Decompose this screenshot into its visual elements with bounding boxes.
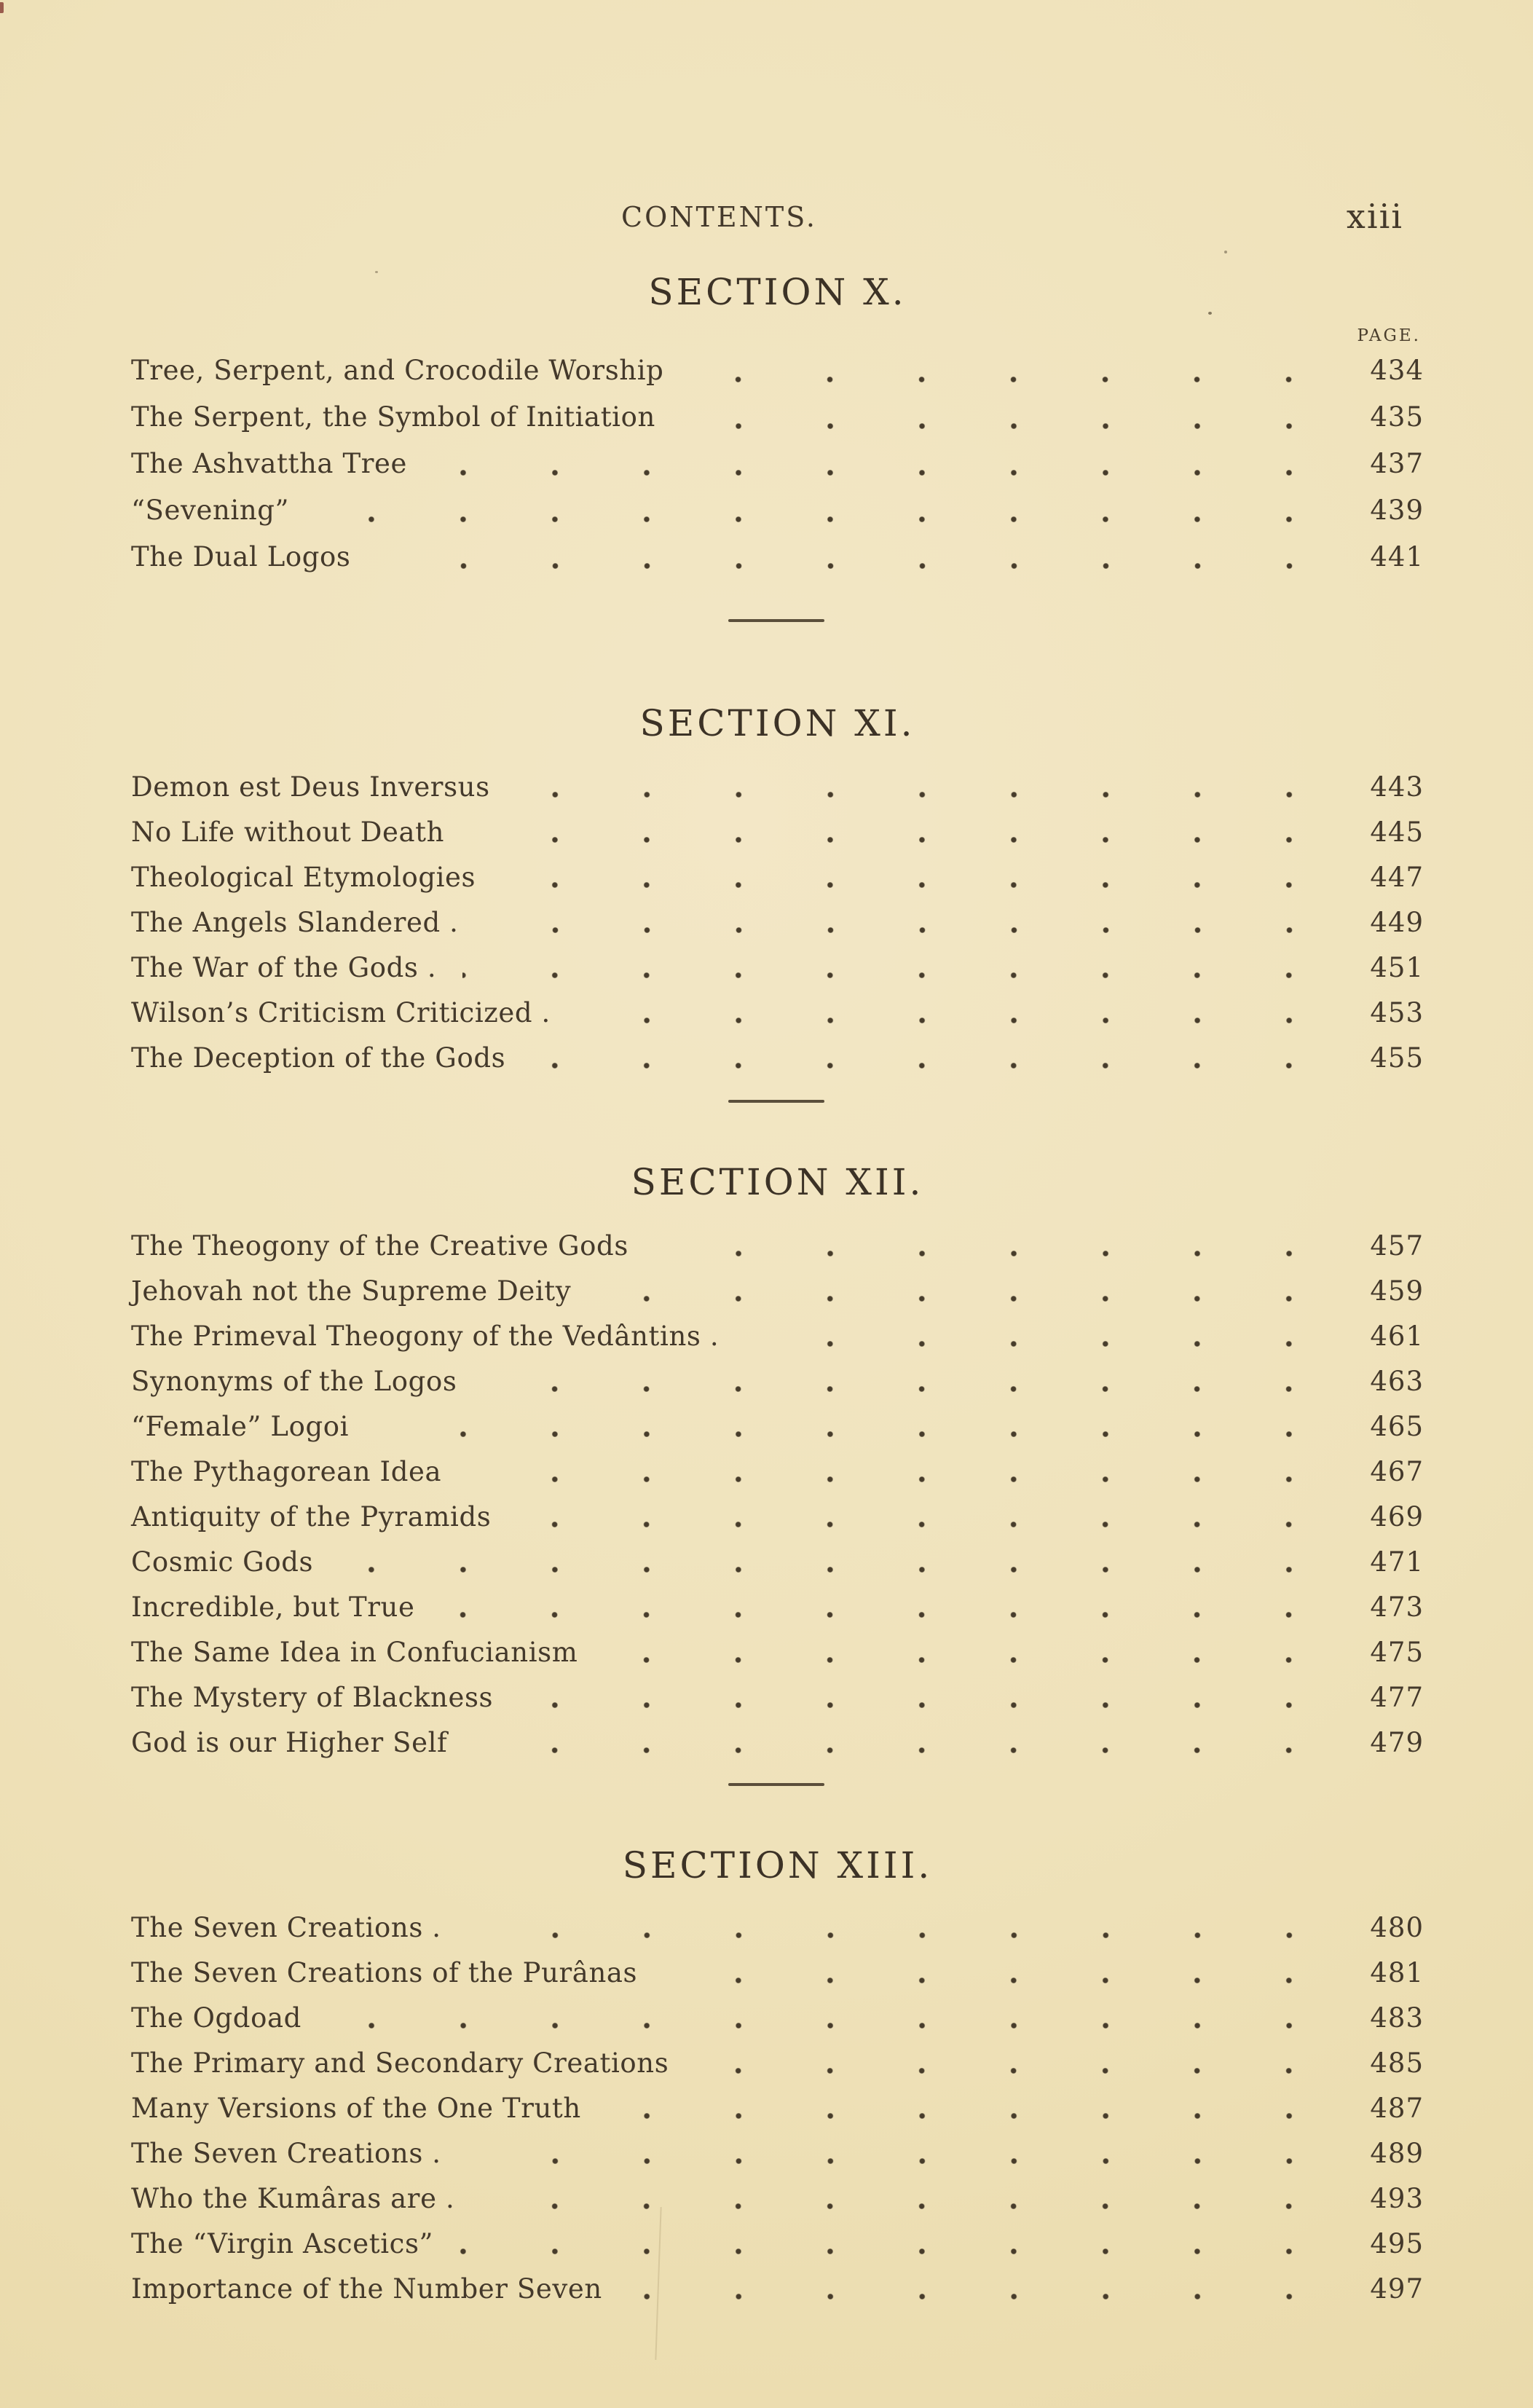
- dot-leader: [460, 2222, 1336, 2267]
- dot-leader: [473, 1720, 1336, 1766]
- toc-entry-page-number: 457: [1370, 1230, 1424, 1262]
- toc-entry-title: The Mystery of Blackness: [131, 1682, 494, 1713]
- toc-entry: [131, 1540, 1424, 1585]
- toc-entry-page-number: 485: [1370, 2047, 1424, 2079]
- section-divider-rule: [728, 619, 824, 622]
- page-column-label: PAGE.: [1357, 326, 1421, 345]
- dot-leader: [441, 1585, 1336, 1630]
- page-title: CONTENTS.: [621, 201, 817, 233]
- toc-entry: [131, 1359, 1424, 1404]
- toc-entry: [131, 1996, 1424, 2041]
- toc-entry: [131, 1036, 1424, 1081]
- toc-entry-title: “Female” Logoi: [131, 1411, 350, 1442]
- dot-leader: [339, 1540, 1336, 1585]
- dot-leader: [577, 991, 1336, 1036]
- dot-leader: [604, 1630, 1336, 1675]
- toc-entry-page-number: 453: [1370, 997, 1424, 1028]
- dot-leader: [377, 535, 1336, 581]
- toc-entry-title: The Angels Slandered .: [131, 907, 459, 938]
- toc-entry: [131, 1269, 1424, 1314]
- section-heading: SECTION X.: [648, 271, 907, 313]
- folio-page-number: xiii: [1346, 197, 1403, 236]
- toc-entry-title: The “Virgin Ascetics”: [131, 2228, 434, 2259]
- dot-leader: [433, 441, 1336, 488]
- toc-section: [131, 269, 1424, 622]
- toc-entry-title: Theological Etymologies: [131, 862, 476, 893]
- toc-rows: [131, 1224, 1424, 1766]
- toc-entry: [131, 1314, 1424, 1359]
- toc-entry: [131, 1951, 1424, 1996]
- toc-entry-page-number: 461: [1370, 1321, 1424, 1352]
- toc-entry: [131, 2131, 1424, 2176]
- dot-leader: [607, 2086, 1336, 2131]
- toc-entry: [131, 1905, 1424, 1951]
- toc-entry-title: The War of the Gods .: [131, 952, 437, 983]
- toc-entry-page-number: 449: [1370, 907, 1424, 938]
- toc-section: [131, 1160, 1424, 1786]
- toc-entry-page-number: 465: [1370, 1411, 1424, 1442]
- toc-section: [131, 1843, 1424, 2312]
- toc-entry-page-number: 495: [1370, 2228, 1424, 2259]
- dot-leader: [468, 2131, 1336, 2176]
- toc-entry-page-number: 493: [1370, 2183, 1424, 2214]
- toc-entry-page-number: 439: [1370, 495, 1424, 526]
- toc-entry-title: Wilson’s Criticism Criticized .: [131, 997, 551, 1028]
- toc-entry: [131, 1585, 1424, 1630]
- toc-entry-title: Synonyms of the Logos: [131, 1366, 457, 1397]
- toc-entry: [131, 441, 1424, 488]
- toc-entry-title: The Pythagorean Idea: [131, 1456, 442, 1487]
- section-heading: SECTION XI.: [639, 702, 915, 744]
- toc-entry-title: Tree, Serpent, and Crocodile Worship: [131, 355, 664, 386]
- toc-entry: [131, 1675, 1424, 1720]
- toc-entry-title: God is our Higher Self: [131, 1727, 448, 1758]
- toc-entry-page-number: 473: [1370, 1591, 1424, 1623]
- toc-entry: [131, 395, 1424, 441]
- toc-entry-title: The Same Idea in Confucianism: [131, 1637, 578, 1668]
- toc-entry: [131, 2222, 1424, 2267]
- dot-leader: [695, 2041, 1336, 2086]
- dot-leader: [597, 1269, 1336, 1314]
- toc-entry-page-number: 480: [1370, 1912, 1424, 1943]
- toc-entry: [131, 945, 1424, 991]
- toc-rows: [131, 1905, 1424, 2312]
- dot-leader: [517, 1495, 1336, 1540]
- toc-entry-page-number: 497: [1370, 2273, 1424, 2305]
- toc-entry-title: Antiquity of the Pyramids: [131, 1501, 492, 1532]
- dot-leader: [663, 1951, 1336, 1996]
- toc-entry: [131, 810, 1424, 855]
- toc-entry-page-number: 451: [1370, 952, 1424, 983]
- toc-entry-title: The Dual Logos: [131, 541, 351, 573]
- dot-leader: [328, 1996, 1336, 2041]
- dot-leader: [745, 1314, 1336, 1359]
- toc-entry: [131, 348, 1424, 395]
- toc-rows: [131, 765, 1424, 1081]
- toc-entry-page-number: 479: [1370, 1727, 1424, 1758]
- toc-entry-title: The Seven Creations of the Purânas: [131, 1957, 638, 1988]
- toc-entry-title: No Life without Death: [131, 817, 445, 848]
- toc-entry-page-number: 437: [1370, 448, 1424, 479]
- toc-entry-page-number: 475: [1370, 1637, 1424, 1668]
- dot-leader: [532, 1036, 1336, 1081]
- dot-leader: [682, 395, 1336, 441]
- toc-entry: [131, 488, 1424, 535]
- dot-leader: [690, 348, 1336, 395]
- toc-entry-title: The Primary and Secondary Creations: [131, 2047, 669, 2079]
- toc-entry: [131, 855, 1424, 900]
- dot-leader: [315, 488, 1336, 535]
- toc-entry-page-number: 489: [1370, 2138, 1424, 2169]
- section-heading: SECTION XIII.: [622, 1844, 933, 1886]
- toc-entry-page-number: 435: [1370, 401, 1424, 433]
- dot-leader: [462, 945, 1336, 991]
- toc-entry-page-number: 447: [1370, 862, 1424, 893]
- toc-entry-page-number: 487: [1370, 2093, 1424, 2124]
- dot-leader: [502, 855, 1336, 900]
- toc-entry-title: Who the Kumâras are .: [131, 2183, 455, 2214]
- dot-leader: [655, 1224, 1336, 1269]
- section-divider-rule: [728, 1100, 824, 1103]
- dot-leader: [516, 765, 1336, 810]
- toc-entry-page-number: 441: [1370, 541, 1424, 573]
- toc-entry-page-number: 471: [1370, 1546, 1424, 1578]
- toc-entry: [131, 2086, 1424, 2131]
- toc-entry-title: The Ogdoad: [131, 2002, 302, 2034]
- section-divider-rule: [728, 1783, 824, 1786]
- toc-entry-page-number: 467: [1370, 1456, 1424, 1487]
- toc-entry: [131, 535, 1424, 581]
- toc-entry-page-number: 455: [1370, 1042, 1424, 1074]
- toc-entry-title: Importance of the Number Seven: [131, 2273, 602, 2305]
- toc-entry: [131, 1720, 1424, 1766]
- toc-entry-page-number: 469: [1370, 1501, 1424, 1532]
- toc-entry-page-number: 445: [1370, 817, 1424, 848]
- dot-leader: [481, 2176, 1336, 2222]
- toc-entry-title: Incredible, but True: [131, 1591, 415, 1623]
- toc-entry-title: The Seven Creations .: [131, 2138, 441, 2169]
- toc-entry-title: The Primeval Theogony of the Vedântins .: [131, 1321, 720, 1352]
- toc-entry-title: “Sevening”: [131, 495, 290, 526]
- toc-entry: [131, 1495, 1424, 1540]
- toc-entry-title: Many Versions of the One Truth: [131, 2093, 581, 2124]
- toc-entry: [131, 765, 1424, 810]
- dot-leader: [375, 1404, 1336, 1449]
- toc-entry-title: The Theogony of the Creative Gods: [131, 1230, 628, 1262]
- dot-leader: [470, 810, 1336, 855]
- toc-entry-page-number: 443: [1370, 771, 1424, 803]
- toc-entry-page-number: 459: [1370, 1275, 1424, 1307]
- dot-leader: [519, 1675, 1336, 1720]
- toc-entry: [131, 2041, 1424, 2086]
- toc-entry: [131, 991, 1424, 1036]
- toc-entry: [131, 2267, 1424, 2312]
- toc-entry-page-number: 483: [1370, 2002, 1424, 2034]
- dot-leader: [628, 2267, 1336, 2312]
- toc-entry: [131, 1224, 1424, 1269]
- toc-entry: [131, 900, 1424, 945]
- toc-entry-page-number: 477: [1370, 1682, 1424, 1713]
- toc-entry-title: The Serpent, the Symbol of Initiation: [131, 401, 655, 433]
- section-heading: SECTION XII.: [631, 1161, 924, 1203]
- dot-leader: [485, 900, 1336, 945]
- toc-entry-page-number: 434: [1370, 355, 1424, 386]
- dot-leader: [468, 1905, 1336, 1951]
- toc-entry-title: Jehovah not the Supreme Deity: [131, 1275, 572, 1307]
- toc-entry: [131, 2176, 1424, 2222]
- toc-sections: [131, 0, 1424, 2312]
- toc-entry: [131, 1449, 1424, 1495]
- toc-entry-title: The Deception of the Gods: [131, 1042, 506, 1074]
- dot-leader: [468, 1449, 1336, 1495]
- scan-edge-mark: [0, 2, 4, 13]
- toc-entry-title: Demon est Deus Inversus: [131, 771, 490, 803]
- toc-entry-page-number: 463: [1370, 1366, 1424, 1397]
- toc-rows: [131, 348, 1424, 581]
- toc-entry: [131, 1404, 1424, 1449]
- dot-leader: [483, 1359, 1336, 1404]
- toc-section: [131, 701, 1424, 1103]
- toc-entry: [131, 1630, 1424, 1675]
- toc-entry-title: The Ashvattha Tree: [131, 448, 408, 479]
- toc-entry-page-number: 481: [1370, 1957, 1424, 1988]
- toc-entry-title: Cosmic Gods: [131, 1546, 314, 1578]
- toc-entry-title: The Seven Creations .: [131, 1912, 441, 1943]
